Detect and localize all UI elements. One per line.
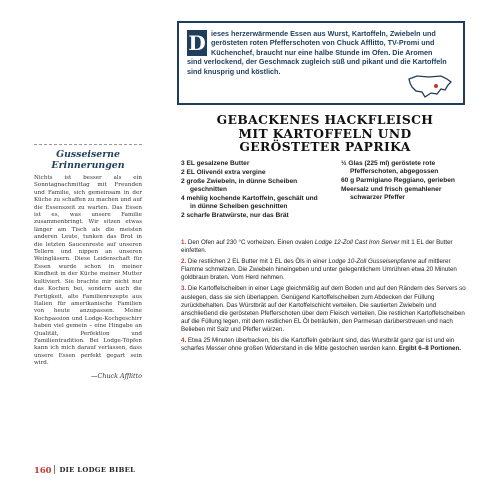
step-text: Die Kartoffelscheiben in einer Lage gleichmäßig auf dem Boden und auf den Rändern des Servers so auslegen, dass sie sich überlappen. Genügend Kartoffelscheiben zum Abdecken der Füllung zurückbehalten. Das Würstbrät auf der Kartoffelschicht verteilen. Die sautierten Zwiebeln und anschließend die gerösteten Pfefferschoten über dem Fleisch verteilen. Die restlichen Kartoffelscheiben auf die Füllung legen, mit dem restlichen EL Öl beträufeln, den Parmesan darüberstreuen und nach Belieben mit Salz und Pfeffer würzen.: [181, 285, 466, 333]
drop-cap: D: [188, 31, 206, 55]
step-4: [181, 337, 469, 353]
method-steps: [181, 239, 469, 356]
step-text: auf mittlerer Flamme schmelzen. Die Zwiebeln hineingeben und unter gelegentlichem Umrühren etwa 20 Minuten goldbraun braten. Vom Herd nehmen.: [181, 258, 457, 282]
ingredient-item: 2 scharfe Bratwürste, nur das Brät: [181, 211, 289, 219]
ingredient-item: 2 große Zwiebeln, in dünne Scheiben geschnitten: [181, 177, 298, 193]
sidebar-signature: —Chuck Afflitto: [91, 371, 142, 380]
intro-box: [177, 21, 465, 105]
ingredients-column-right: [341, 160, 469, 203]
step-text: Die restlichen 2 EL Butter mit 1 EL des Öls in einer: [187, 258, 329, 266]
ingredient-item: 60 g Parmigiano Reggiano, gerieben: [341, 177, 455, 185]
step-product: Lodge 10-Zoll Gusseisenpfanne: [328, 258, 417, 266]
sidebar-heading: [34, 149, 142, 171]
step-number: 1.: [181, 239, 187, 246]
sidebar-memories: [34, 144, 142, 380]
sidebar-heading-line: Erinnerungen: [51, 160, 125, 171]
step-number: 4.: [181, 337, 187, 345]
title-line: GEBACKENES HACKFLEISCH: [216, 112, 434, 127]
intro-text: ieses herzerwärmende Essen aus Wurst, Kartoffeln, Zwiebeln und gerösteten roten Pfefferschoten von Chuck Afflitto, TV-Promi und Küchenchef, braucht nur eine halbe Stunde im Ofen. Die Aromen sind verlockend, der Geschmack zugleich süß und pikant und die Kartoffeln sind knusprig und köstlich.: [187, 29, 447, 76]
ingredient-item: 3 EL gesalzene Butter: [181, 160, 250, 167]
ingredient-item: ½ Glas (225 ml) geröstete rote Pfefferschoten, abgegossen: [341, 160, 439, 176]
step-3: [181, 285, 469, 334]
page-footer: [34, 465, 234, 475]
step-text: Etwa 25 Minuten überbacken, bis die Kartoffeln gebräunt sind, das Wurstbrät ganz gar ist und ein scharfes Messer ohne großen Widerstand in die Mitte gestochen werden kann.: [181, 337, 455, 353]
step-product: Lodge 12-Zoll Cast Iron Server: [314, 239, 400, 246]
title-line: GERÖSTETER PAPRIKA: [239, 139, 411, 155]
book-title: DIE LODGE BIBEL: [59, 466, 136, 474]
page-number: 160: [34, 465, 52, 475]
step-text: mit 1 EL der Butter einfetten.: [181, 239, 453, 255]
step-yield: Ergibt 6–8 Portionen.: [398, 345, 461, 353]
step-number: 2.: [181, 258, 187, 266]
usa-map-icon: [407, 73, 453, 99]
step-2: [181, 258, 469, 282]
step-number: 3.: [181, 285, 187, 293]
sidebar-heading-line: Gusseiserne: [56, 149, 120, 160]
ingredient-item: 2 EL Olivenöl extra vergine: [181, 168, 266, 176]
sidebar-divider: [34, 144, 142, 145]
step-text: Den Ofen auf 230 °C vorheizen. Einen ovalen: [187, 239, 315, 246]
ingredients-column-left: [181, 160, 323, 221]
ingredient-item: 4 mehlig kochende Kartoffeln, geschält und in dünne Scheiben geschnitten: [181, 194, 318, 210]
ingredient-item: Meersalz und frisch gemahlener schwarzer Pfeffer: [341, 185, 442, 202]
sidebar-text: Nichts ist besser als ein Sonntagnachmittag mit Freunden und Familie, sich gemeinsam in der Küche zu schaffen zu machen und auf die Essenszeit zu warten. Das Essen ist es, was unsere Familie zusammenbringt. Wir sitzen etwas länger am Tisch als die meisten anderen Leute, tunken das Brot in die letzten Saucenreste auf unseren Tellern und nippen an unseren Weingläsern. Diese Leidenschaft für Essen wurde schon in meiner Kindheit in der Küche meiner Mutter kultiviert. Sie brachte mir nicht nur das Kochen bei, sondern auch die Fertigkeit, alte Familienrezepte aus Italien für amerikanische Familien von heute anzupassen. Meine Kochpassion und Lodge-Kochgeschirr haben viel gemein – eine Hingabe an Qualität, Perfektion und Familientradition. Bei Lodge-Töpfen kann ich mich darauf verlassen, dass unsere Essen perfekt gegart sein wird.: [34, 175, 142, 367]
recipe-title: [185, 113, 465, 154]
title-line: MIT KARTOFFELN UND: [238, 125, 412, 141]
step-1: [181, 239, 469, 255]
footer-divider: [54, 465, 55, 474]
